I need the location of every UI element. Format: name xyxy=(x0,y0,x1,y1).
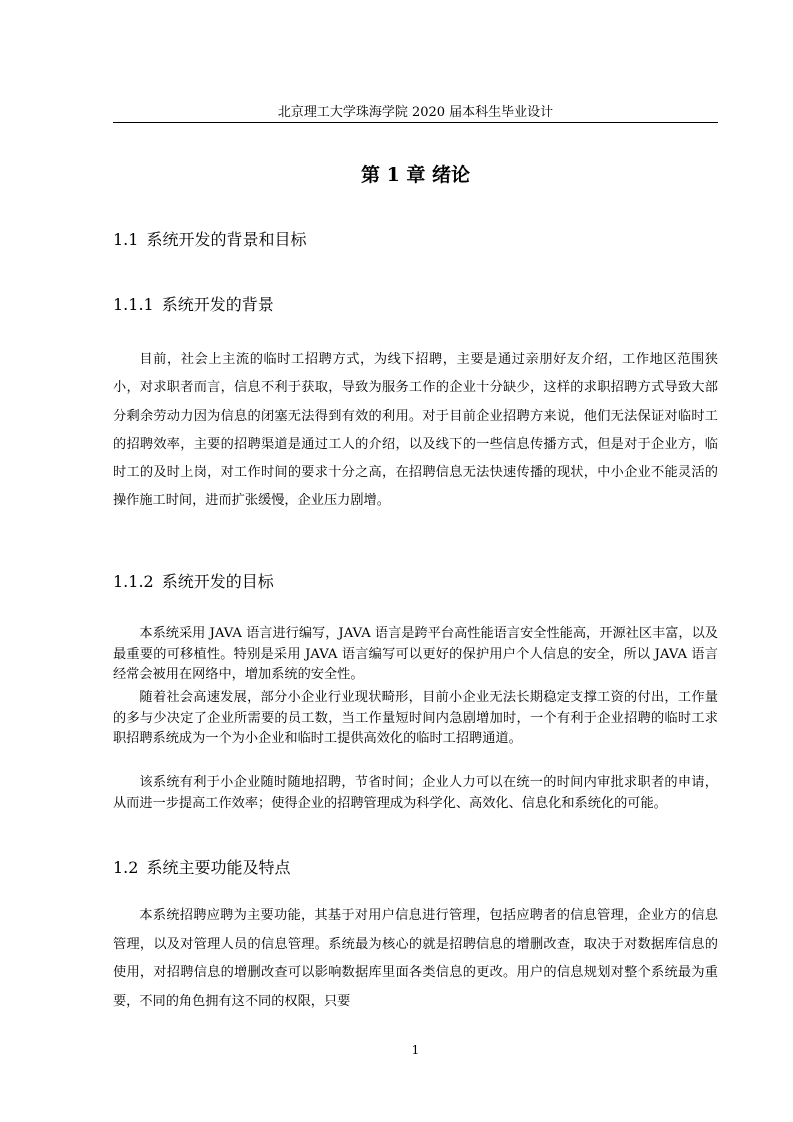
section-number: 1.1 xyxy=(113,230,139,249)
section-heading-1-1-1 xyxy=(113,294,274,316)
section-number: 1.2 xyxy=(113,858,139,877)
chapter-title: 第 1 章 绪论 xyxy=(360,164,471,186)
section-heading-1-1 xyxy=(113,229,306,251)
section-number: 1.1.1 xyxy=(113,295,154,314)
section-heading-1-1-2 xyxy=(113,571,274,593)
section-heading-1-2 xyxy=(113,857,290,879)
section-title: 系统开发的背景和目标 xyxy=(146,230,307,249)
goal-paragraph-2: 随着社会高速发展，部分小企业行业现状畸形，目前小企业无法长期稳定支撑工资的付出，工作量的多与少决定了企业所需要的员工数，当工作量短时间内急剧增加时，一个有利于企业招聘的临时工求职招聘系统成为一个为小企业和临时工提供高效化的临时工招聘通道。 xyxy=(113,690,718,746)
background-paragraph: 目前，社会上主流的临时工招聘方式，为线下招聘，主要是通过亲朋好友介绍，工作地区范围狭小，对求职者而言，信息不利于获取，导致为服务工作的企业十分缺少，这样的求职招聘方式导致大部分剩余劳动力因为信息的闭塞无法得到有效的利用。对于目前企业招聘方来说，他们无法保证对临时工的招聘效率，主要的招聘渠道是通过工人的介绍，以及线下的一些信息传播方式，但是对于企业方，临时工的及时上岗，对工作时间的要求十分之高，在招聘信息无法快速传播的现状，中小企业不能灵活的操作施工时间，进而扩张缓慢，企业压力剧增。 xyxy=(113,352,718,509)
goal-paragraph-3: 该系统有利于小企业随时随地招聘，节省时间；企业人力可以在统一的时间内审批求职者的申请，从而进一步提高工作效率；使得企业的招聘管理成为科学化、高效化、信息化和系统化的可能。 xyxy=(113,775,718,811)
page-number: 1 xyxy=(411,1043,420,1057)
running-header: 北京理工大学珠海学院 2020 届本科生毕业设计 xyxy=(277,105,554,120)
section-title: 系统开发的目标 xyxy=(161,572,274,591)
section-title: 系统开发的背景 xyxy=(161,295,274,314)
header-rule xyxy=(113,122,718,123)
features-paragraph: 本系统招聘应聘为主要功能，其基于对用户信息进行管理，包括应聘者的信息管理，企业方的信息管理，以及对管理人员的信息管理。系统最为核心的就是招聘信息的增删改查，取决于对数据库信息的使用，对招聘信息的增删改查可以影响数据库里面各类信息的更改。用户的信息规划对整个系统最为重要，不同的角色拥有这不同的权限，只要 xyxy=(113,908,718,1009)
section-title: 系统主要功能及特点 xyxy=(146,858,291,877)
goal-paragraph-1: 本系统采用 JAVA 语言进行编写，JAVA 语言是跨平台高性能语言安全性能高，开源社区丰富，以及最重要的可移植性。特别是采用 JAVA 语言编写可以更好的保护用户个人信息的安全，所以 JAVA 语言经常会被用在网络中，增加系统的安全性。 xyxy=(113,626,718,682)
section-number: 1.1.2 xyxy=(113,572,154,591)
